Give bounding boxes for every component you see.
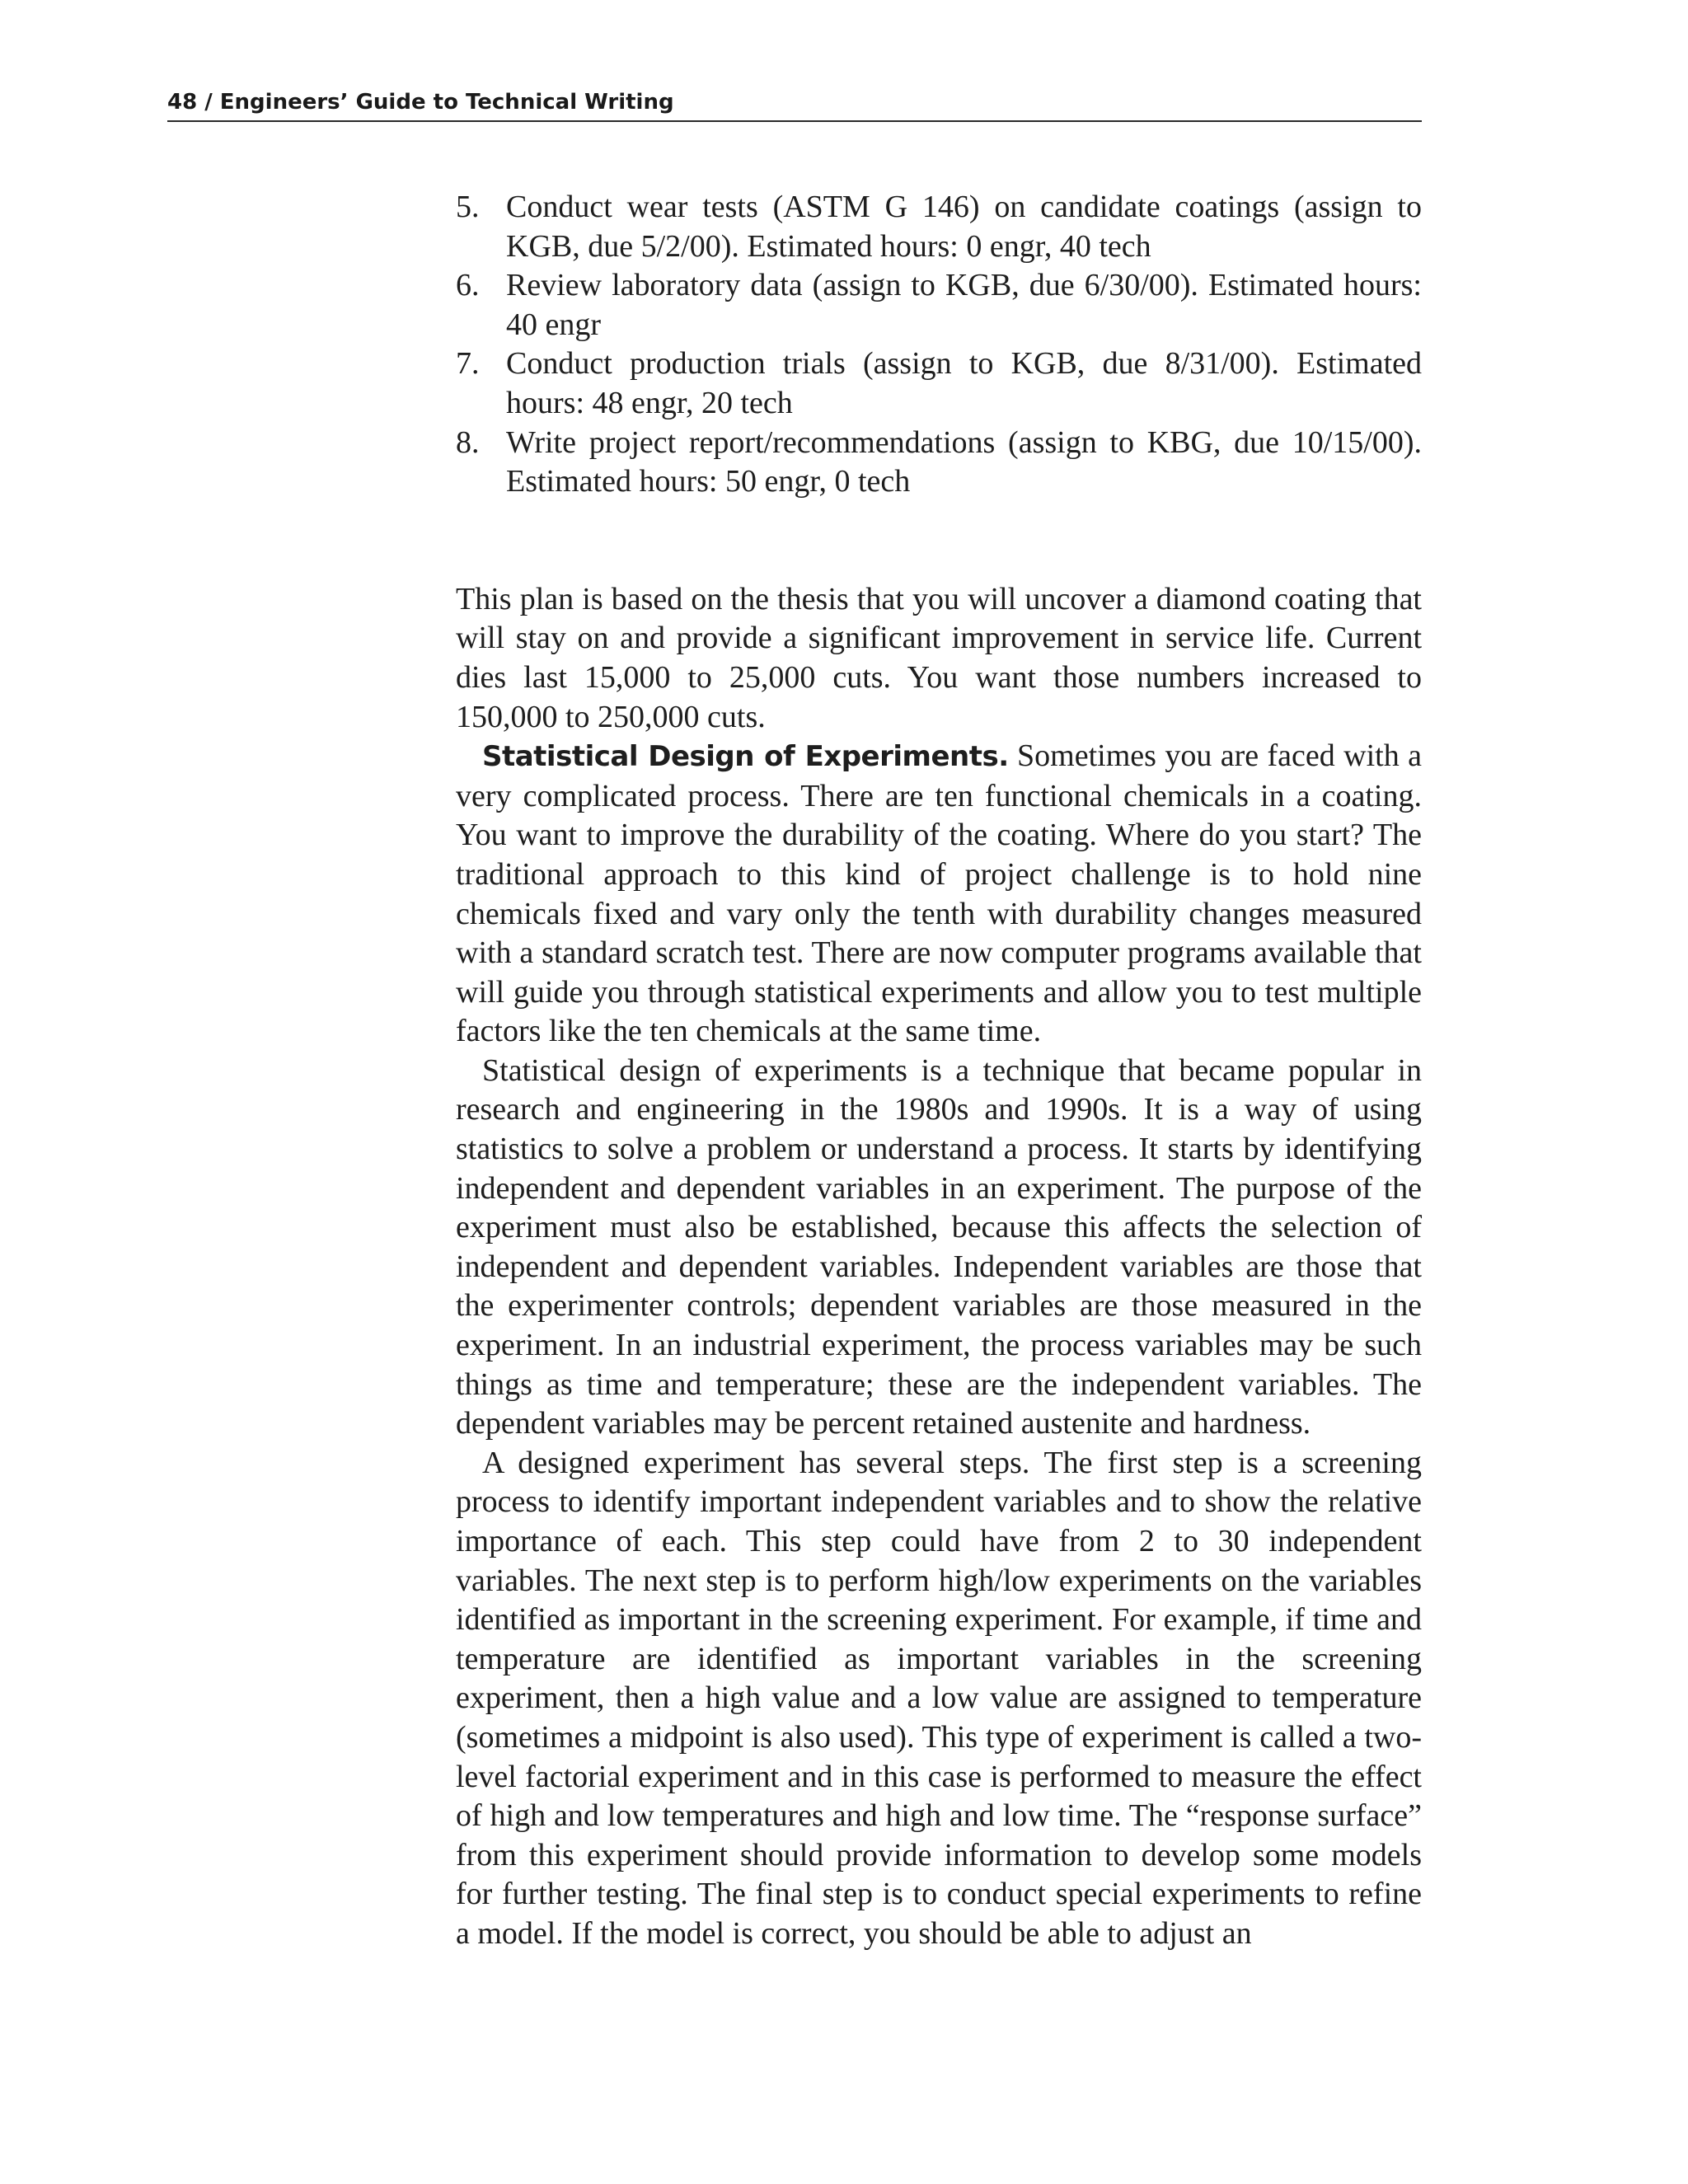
list-item-number: 6. [456,268,480,303]
paragraph-text: Sometimes you are faced with a very complicated process. There are ten functional chemicals in a coating. You want to improve the durability of the coating. Where do you start? The traditional approach to this kind of project challenge is to hold nine chemicals fixed and vary only the tenth with durability changes measured with a standard scratch test. There are now computer programs available that will guide you through statistical experiments and allow you to test multiple factors like the ten chemicals at the same time. [456,738,1422,1049]
list-item [456,188,1422,266]
paragraph-technique: Statistical design of experiments is a technique that became popular in research and engineering in the 1980s and 1990s. It is a way of using statistics to solve a problem or understand a process. It starts by identifying independent and dependent variables in an experiment. The purpose of the experiment must also be established, because this affects the selection of independent and dependent variables. Independent variables are those that the experimenter controls; dependent variables are those measured in the experiment. In an industrial experiment, the process variables may be such things as time and temperature; these are the independent variables. The dependent variables may be percent retained austenite and hardness. [456,1052,1422,1441]
list-item [456,344,1422,423]
section-gap [456,502,1422,580]
list-item [456,424,1422,502]
list-item-text: Conduct wear tests (ASTM G 146) on candidate coatings (assign to KGB, due 5/2/00). Estimated hours: 0 engr, 40 tech [506,190,1422,264]
list-item-text: Write project report/recommendations (assign to KBG, due 10/15/00). Estimated hours: 50 engr, 0 tech [506,424,1422,499]
running-head: 48 / Engineers’ Guide to Technical Writing [167,82,1422,122]
task-list [456,188,1422,502]
run-in-heading: Statistical Design of Experiments. [482,740,1009,774]
page-body [456,188,1422,1954]
paragraph-statistical-design [456,737,1422,1052]
paragraph-designed-experiment: A designed experiment has several steps. The first step is a screening process to identify important independent variables and to show the relative importance of each. This step could have from 2 to 30 independent variables. The next step is to perform high/low experiments on the variables identified as important in the screening experiment. For example, if time and temperature are identified as important variables in the screening experiment, then a high value and a low value are assigned to temperature (sometimes a midpoint is also used). This type of experiment is called a two-level factorial experiment and in this case is performed to measure the effect of high and low temperatures and high and low time. The “response surface” from this experiment should provide information to develop some models for further testing. The final step is to conduct special experiments to refine a model. If the model is correct, you should be able to adjust an [456,1445,1422,1951]
list-item [456,266,1422,344]
paragraph-thesis: This plan is based on the thesis that you will uncover a diamond coating that will stay on and provide a significant improvement in service life. Current dies last 15,000 to 25,000 cuts. You want those numbers increased to 150,000 to 250,000 cuts. [456,581,1422,734]
list-item-number: 5. [456,190,480,224]
list-item-number: 8. [456,424,480,460]
list-item-number: 7. [456,346,480,382]
list-item-text: Conduct production trials (assign to KGB, due 8/31/00). Estimated hours: 48 engr, 20 tech [506,346,1422,420]
list-item-text: Review laboratory data (assign to KGB, due 6/30/00). Estimated hours: 40 engr [506,268,1422,342]
